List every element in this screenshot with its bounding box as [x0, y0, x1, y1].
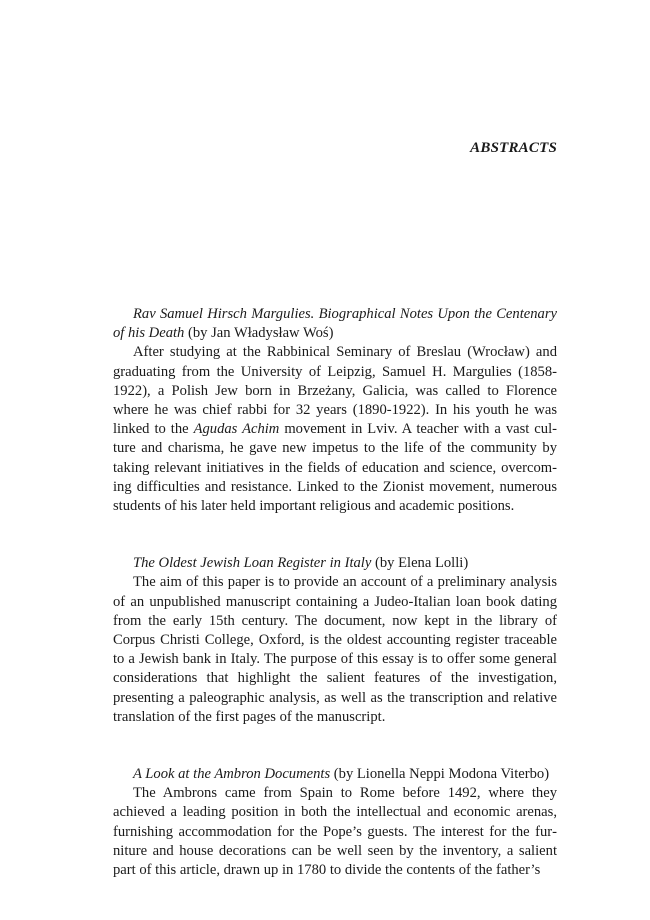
abstract-author: (by Elena Lolli): [371, 555, 469, 572]
abstract-body-emphasis: Agudas Achim: [193, 421, 280, 438]
abstract-heading: [113, 305, 557, 343]
abstract-ambron: [113, 765, 557, 880]
abstract-margulies: [113, 305, 557, 516]
abstract-body: The aim of this paper is to provide an account of a preliminary analysis of an unpublished manuscript containing a Judeo-Italian loan book dating from the early 15th century. The document, now kept in the library of Corpus Christi College, Oxford, is the oldest accounting register traceable to a Jewish bank in Italy. The purpose of this essay is to offer some general considerations that highlight the salient features of the investigation, presenting a paleographic analysis, as well as the transcription and relative translation of the first pages of the manuscript.: [113, 574, 557, 725]
abstract-body: [113, 343, 557, 516]
abstract-title: The Oldest Jewish Loan Register in Italy: [133, 555, 372, 572]
abstract-title: A Look at the Ambron Documents: [133, 766, 331, 783]
abstract-author: (by Jan Władysław Woś): [184, 325, 334, 342]
abstract-loan-register: [113, 554, 557, 727]
abstract-author: (by Lionella Neppi Modona Viterbo): [330, 766, 550, 783]
abstract-title: Rav Samuel Hirsch Margulies. Biographical Notes Upon the Centenary of his Death: [113, 306, 557, 342]
abstract-heading: [113, 554, 557, 573]
abstract-heading: [113, 765, 557, 784]
abstract-body: The Ambrons came from Spain to Rome before 1492, where they achieved a leading position in both the intellectual and economic arenas, furnishing accommodation for the Pope’s guests. The interest for the furniture and house decorations can be well seen by the inventory, a salient part of this article, drawn up in 1780 to divide the contents of the father’s: [113, 785, 557, 879]
page-title: ABSTRACTS: [470, 140, 557, 156]
abstracts-list: [113, 305, 557, 880]
abstract-body-text: movement in Lviv. A teacher with a vast culture and charisma, he gave new impetus to the life of the community by taking relevant initiatives in the fields of education and science, overcoming difficulties and resistance. Linked to the Zionist movement, numerous students of his later held important religious and academic positions.: [113, 421, 557, 515]
abstract-body-text: After studying at the Rabbinical Seminary of Breslau (Wrocław) and graduating from the University of Leipzig, Samuel H. Margulies (1858-1922), a Polish Jew born in Brzeżany, Galicia, was called to Florence where he was chief rabbi for 32 years (1890-1922). In his youth he was linked to the: [113, 344, 557, 438]
